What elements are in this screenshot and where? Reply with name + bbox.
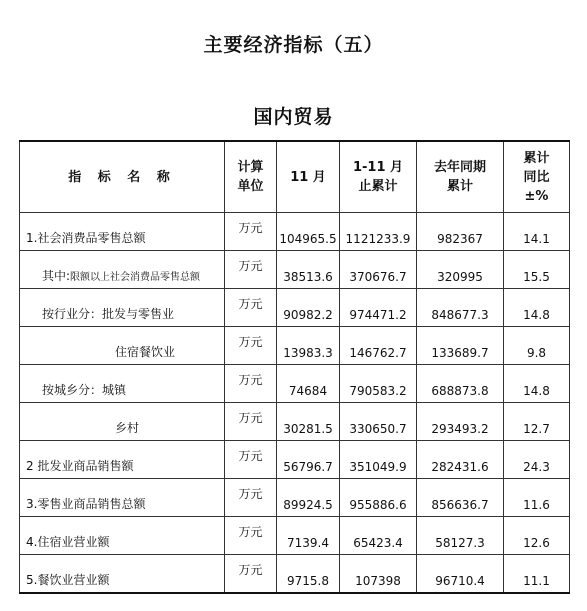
row-ytd-value: 65423.4	[340, 517, 417, 555]
row-ytd-value: 351049.9	[340, 441, 417, 479]
row-month-value: 90982.2	[277, 289, 340, 327]
header-yoy: 累计 同比 ±%	[504, 141, 570, 213]
row-unit: 万元	[225, 403, 277, 441]
row-month-value: 30281.5	[277, 403, 340, 441]
row-name: 1.社会消费品零售总额	[20, 213, 225, 251]
row-yoy-value: 12.6	[504, 517, 570, 555]
row-unit: 万元	[225, 555, 277, 593]
row-name: 住宿餐饮业	[20, 327, 225, 365]
table-row	[20, 251, 570, 289]
row-month-value: 104965.5	[277, 213, 340, 251]
row-name: 2 批发业商品销售额	[20, 441, 225, 479]
header-indicator-name: 指 标 名 称	[20, 141, 225, 213]
row-prev-value: 688873.8	[417, 365, 504, 403]
row-month-value: 89924.5	[277, 479, 340, 517]
row-unit: 万元	[225, 365, 277, 403]
row-prev-value: 320995	[417, 251, 504, 289]
row-ytd-value: 370676.7	[340, 251, 417, 289]
row-month-value: 74684	[277, 365, 340, 403]
row-yoy-value: 11.1	[504, 555, 570, 593]
row-unit: 万元	[225, 213, 277, 251]
table-row	[20, 403, 570, 441]
row-name: 按城乡分：城镇	[20, 365, 225, 403]
row-yoy-value: 14.8	[504, 365, 570, 403]
indicator-table	[19, 140, 570, 594]
header-month: 11 月	[277, 141, 340, 213]
row-ytd-value: 955886.6	[340, 479, 417, 517]
row-ytd-value: 330650.7	[340, 403, 417, 441]
header-ytd: 1-11 月 止累计	[340, 141, 417, 213]
table-row	[20, 213, 570, 251]
row-yoy-value: 14.1	[504, 213, 570, 251]
row-unit: 万元	[225, 517, 277, 555]
row-name: 3.零售业商品销售总额	[20, 479, 225, 517]
row-month-value: 56796.7	[277, 441, 340, 479]
row-ytd-value: 974471.2	[340, 289, 417, 327]
table-row	[20, 327, 570, 365]
row-unit: 万元	[225, 327, 277, 365]
row-yoy-value: 14.8	[504, 289, 570, 327]
row-unit: 万元	[225, 289, 277, 327]
row-yoy-value: 11.6	[504, 479, 570, 517]
row-yoy-value: 15.5	[504, 251, 570, 289]
row-prev-value: 282431.6	[417, 441, 504, 479]
page-title: 主要经济指标（五）	[203, 34, 384, 56]
table-row	[20, 479, 570, 517]
row-prev-value: 96710.4	[417, 555, 504, 593]
table-header-row	[20, 141, 570, 213]
row-prev-value: 982367	[417, 213, 504, 251]
table-row	[20, 555, 570, 593]
row-ytd-value: 790583.2	[340, 365, 417, 403]
row-prev-value: 856636.7	[417, 479, 504, 517]
table-row	[20, 517, 570, 555]
row-month-value: 9715.8	[277, 555, 340, 593]
row-unit: 万元	[225, 479, 277, 517]
row-yoy-value: 12.7	[504, 403, 570, 441]
table-row	[20, 289, 570, 327]
row-prev-value: 293493.2	[417, 403, 504, 441]
row-prev-value: 848677.3	[417, 289, 504, 327]
row-yoy-value: 24.3	[504, 441, 570, 479]
row-ytd-value: 1121233.9	[340, 213, 417, 251]
row-unit: 万元	[225, 251, 277, 289]
row-prev-value: 58127.3	[417, 517, 504, 555]
row-yoy-value: 9.8	[504, 327, 570, 365]
section-title: 国内贸易	[253, 106, 334, 128]
header-unit: 计算 单位	[225, 141, 277, 213]
row-name: 按行业分：批发与零售业	[20, 289, 225, 327]
header-prev-year: 去年同期 累计	[417, 141, 504, 213]
row-ytd-value: 146762.7	[340, 327, 417, 365]
table-row	[20, 441, 570, 479]
row-name: 5.餐饮业营业额	[20, 555, 225, 593]
row-month-value: 7139.4	[277, 517, 340, 555]
row-month-value: 38513.6	[277, 251, 340, 289]
row-ytd-value: 107398	[340, 555, 417, 593]
row-unit: 万元	[225, 441, 277, 479]
row-prev-value: 133689.7	[417, 327, 504, 365]
row-name: 其中:限额以上社会消费品零售总额	[20, 251, 225, 289]
row-month-value: 13983.3	[277, 327, 340, 365]
row-name: 4.住宿业营业额	[20, 517, 225, 555]
table-row	[20, 365, 570, 403]
row-name: 乡村	[20, 403, 225, 441]
